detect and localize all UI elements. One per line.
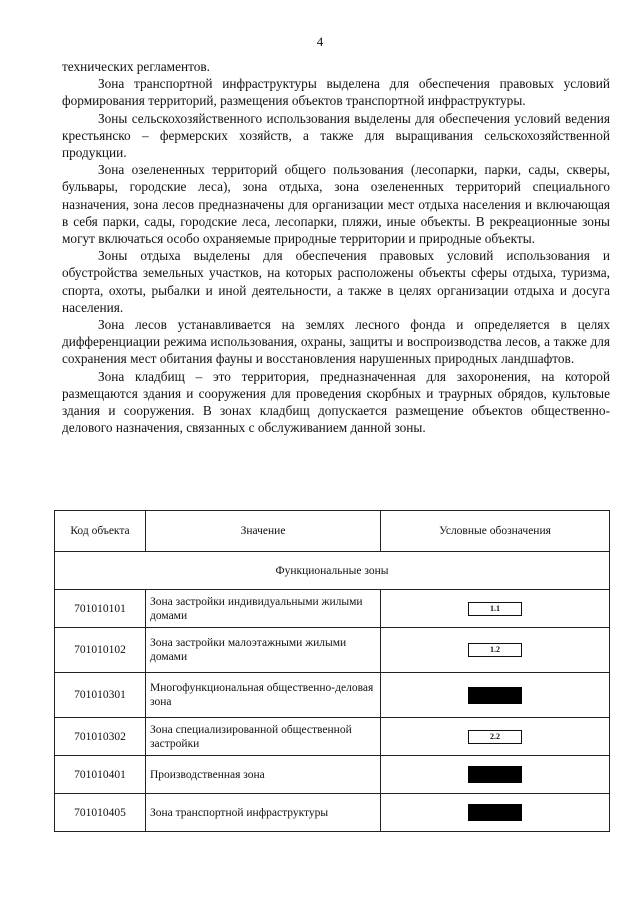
table-row [55, 794, 610, 832]
symbol-cell [381, 756, 610, 794]
section-row [55, 552, 610, 590]
zone-name: Производственная зона [146, 756, 381, 794]
zone-symbol: 1.2 [468, 643, 522, 657]
zone-symbol [468, 687, 522, 704]
table-row [55, 590, 610, 628]
header-value: Значение [146, 511, 381, 552]
symbol-cell [381, 794, 610, 832]
paragraph: технических регламентов. [62, 59, 210, 74]
paragraph: Зона лесов устанавливается на землях лесного фонда и определяется в целях дифференциации режима использования, охраны, защиты и воспроизводства лесов, а также для сохранения мест обитания фауны и восстановления нарушенных природных ландшафтов. [62, 317, 610, 367]
zone-name: Зона транспортной инфраструктуры [146, 794, 381, 832]
table-row [55, 756, 610, 794]
zone-symbol [468, 804, 522, 821]
paragraph: Зона озелененных территорий общего пользования (лесопарки, парки, сады, скверы, бульвары, городские леса), зона отдыха, зона озелененных территорий специального назначения, зона лесов предназначены для организации мест отдыха населения и включающая в себя парки, сады, городские леса, лесопарки, пляжи, иные объекты. В рекреационные зоны могут включаться особо охраняемые природные территории и природные объекты. [62, 162, 610, 247]
paragraph: Зоны отдыха выделены для обеспечения правовых условий использования и обустройства земельных участков, на которых расположены объекты сферы отдыха, туризма, спорта, охоты, рыбалки и иной деятельности, а также в целях организации отдыха и досуга населения. [62, 248, 610, 315]
zone-symbol: 1.1 [468, 602, 522, 616]
zone-name: Многофункциональная общественно-деловая зона [146, 673, 381, 718]
table-row [55, 673, 610, 718]
object-code: 701010401 [55, 756, 146, 794]
page-number: 4 [316, 34, 324, 49]
symbol-cell [381, 628, 610, 673]
object-code: 701010405 [55, 794, 146, 832]
object-code: 701010302 [55, 718, 146, 756]
symbol-cell [381, 673, 610, 718]
zone-name: Зона застройки индивидуальными жилыми домами [146, 590, 381, 628]
paragraph: Зоны сельскохозяйственного использования выделены для обеспечения условий ведения крестьянско – фермерских хозяйств, а также для выращивания сельскохозяйственной продукции. [62, 110, 610, 161]
zone-symbol: 2.2 [468, 730, 522, 744]
zones-table [54, 510, 610, 832]
table-row [55, 718, 610, 756]
symbol-cell [381, 718, 610, 756]
body-text [62, 58, 610, 436]
header-symbol: Условные обозначения [381, 511, 610, 552]
paragraph: Зона транспортной инфраструктуры выделена для обеспечения правовых условий формирования территорий, размещения объектов транспортной инфраструктуры. [62, 76, 610, 109]
object-code: 701010101 [55, 590, 146, 628]
zone-symbol [468, 766, 522, 783]
symbol-cell [381, 590, 610, 628]
section-title: Функциональные зоны [55, 552, 610, 590]
object-code: 701010102 [55, 628, 146, 673]
zone-name: Зона застройки малоэтажными жилыми домами [146, 628, 381, 673]
header-code: Код объекта [55, 511, 146, 552]
zone-name: Зона специализированной общественной застройки [146, 718, 381, 756]
table-header-row [55, 511, 610, 552]
paragraph: Зона кладбищ – это территория, предназначенная для захоронения, на которой размещаются здания и сооружения для проведения скорбных и траурных обрядов, культовые здания и сооружения. В зонах кладбищ допускается размещение объектов общественно-делового назначения, связанных с обслуживанием данной зоны. [62, 368, 610, 436]
table-row [55, 628, 610, 673]
object-code: 701010301 [55, 673, 146, 718]
